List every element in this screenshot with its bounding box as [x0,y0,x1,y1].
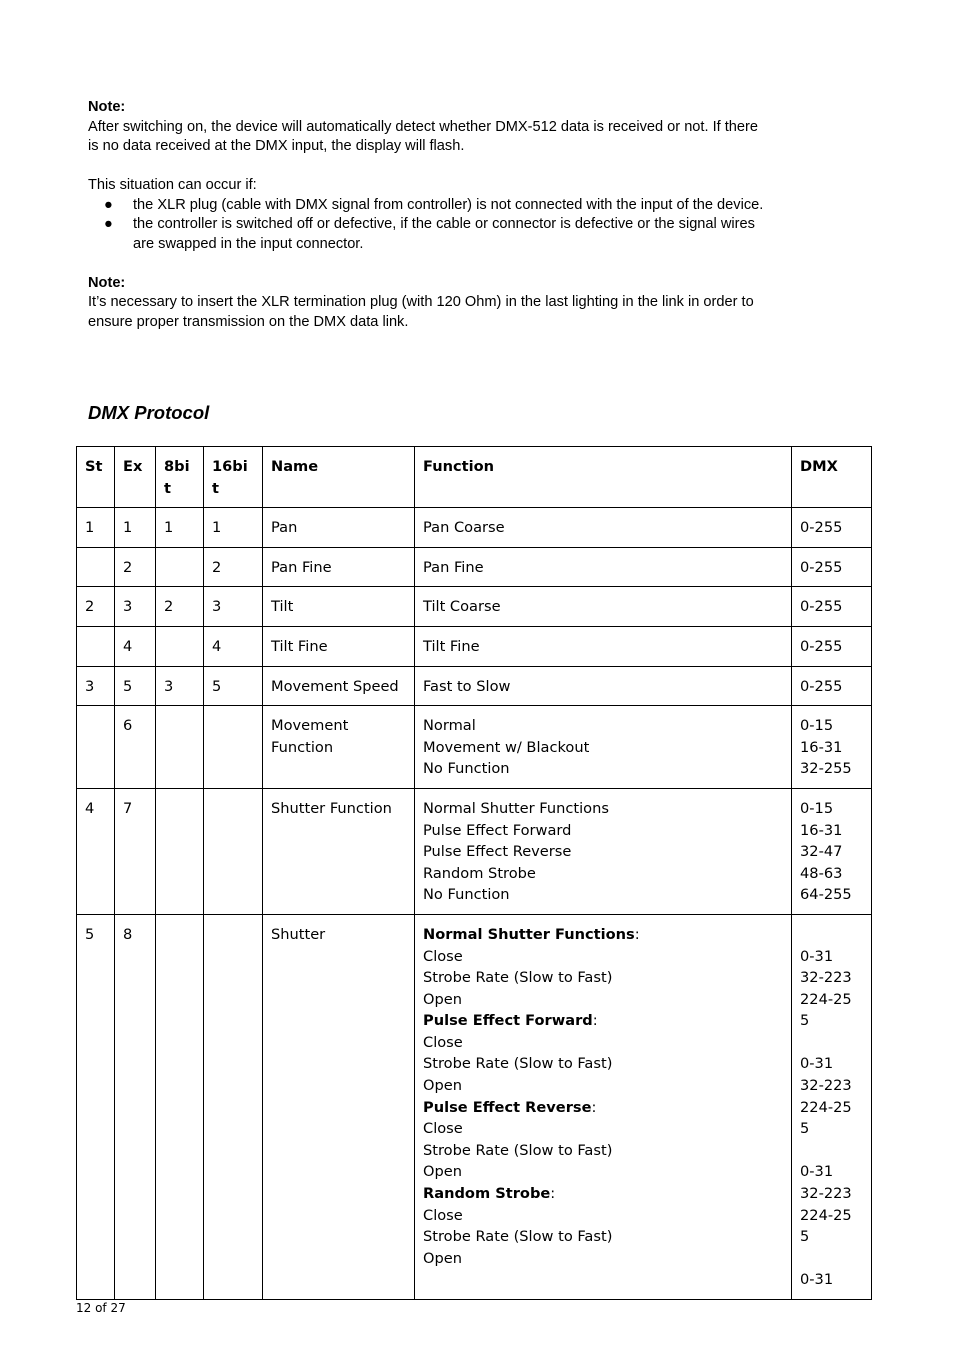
table-cell: 3 [77,666,115,706]
table-cell: Tilt [263,587,415,627]
table-cell: 5 [204,666,263,706]
function-item: Close [423,1120,463,1138]
table-cell: Normal Movement w/ Blackout No Function [415,706,792,789]
dmx-value [800,1248,863,1270]
table-cell [156,914,204,1299]
table-cell: 4 [77,788,115,914]
table-cell: 3 [156,666,204,706]
table-cell [77,706,115,789]
table-cell [156,547,204,587]
dmx-value: 5 [800,1120,810,1138]
table-cell: 3 [115,587,156,627]
dmx-value: 32-223 [800,1185,852,1203]
table-row [77,547,872,587]
function-item: Strobe Rate (Slow to Fast) [423,1228,613,1246]
column-header: DMX [792,447,872,508]
table-cell: 5 [115,666,156,706]
table-cell [204,788,263,914]
dmx-value: 0-31 [800,947,834,965]
table-cell: 6 [115,706,156,789]
dmx-value: 32-223 [800,1077,852,1095]
table-cell: Tilt Fine [263,626,415,666]
table-cell: Pan Fine [415,547,792,587]
function-item: Open [423,1163,462,1181]
table-cell: 4 [204,626,263,666]
column-header: Name [263,447,415,508]
table-cell: Fast to Slow [415,666,792,706]
function-item: Open [423,1249,462,1267]
function-item: Close [423,947,463,965]
table-cell: 2 [115,547,156,587]
table-row [77,666,872,706]
table-row [77,914,872,1299]
function-group-heading: Pulse Effect Forward: [423,1012,598,1030]
dmx-value: 32-223 [800,969,852,987]
table-cell: 4 [115,626,156,666]
dmx-value [800,1140,863,1162]
table-cell: 1 [77,508,115,548]
table-cell [77,547,115,587]
table-row [77,508,872,548]
note-title: Note: [88,274,126,291]
table-row [77,587,872,627]
function-item: Open [423,990,462,1008]
table-row [77,706,872,789]
table-cell [77,626,115,666]
dmx-value [800,1032,863,1054]
function-item: Strobe Rate (Slow to Fast) [423,969,613,987]
notes-section [88,98,818,332]
dmx-value: 0-31 [800,1271,834,1289]
function-group-heading: Normal Shutter Functions: [423,925,640,943]
function-item: Strobe Rate (Slow to Fast) [423,1141,613,1159]
note-text-line: ensure proper transmission on the DMX data link. [88,313,409,330]
note-text-line: It’s necessary to insert the XLR termination plug (with 120 Ohm) in the last lighting in the link in order to [88,294,754,310]
table-cell: Tilt Fine [415,626,792,666]
function-group-heading: Pulse Effect Reverse: [423,1098,597,1116]
table-cell: Pan [263,508,415,548]
table-cell: 0-255 [792,587,872,627]
table-cell [792,914,872,1299]
table-cell: Movement Speed [263,666,415,706]
dmx-value: 224-25 [800,1206,852,1224]
table-cell: Pan Coarse [415,508,792,548]
list-item: ● the XLR plug (cable with DMX signal from controller) is not connected with the input of the device. [88,196,818,216]
table-cell: 1 [204,508,263,548]
table-cell [415,914,792,1299]
function-group-heading: Random Strobe: [423,1185,556,1203]
note-text-line: is no data received at the DMX input, the display will flash. [88,138,465,154]
situation-list [88,196,818,255]
function-item: Close [423,1206,463,1224]
table-cell [204,706,263,789]
dmx-value: 0-31 [800,1055,834,1073]
column-header: 8bit [156,447,204,508]
dmx-value: 224-25 [800,1098,852,1116]
dmx-value: 0-31 [800,1163,834,1181]
table-cell: 2 [77,587,115,627]
column-header: 16bit [204,447,263,508]
function-item: Close [423,1033,463,1051]
dmx-protocol-table [76,446,872,1300]
table-cell: 8 [115,914,156,1299]
table-cell [156,788,204,914]
function-item: Open [423,1077,462,1095]
table-cell: Movement Function [263,706,415,789]
table-cell [156,706,204,789]
table-cell: 7 [115,788,156,914]
table-cell: Tilt Coarse [415,587,792,627]
table-cell [156,626,204,666]
bullet-icon: ● [104,216,113,232]
table-cell: 0-255 [792,508,872,548]
table-cell: Shutter [263,914,415,1299]
table-cell: 3 [204,587,263,627]
section-title: DMX Protocol [88,402,210,423]
function-item: Strobe Rate (Slow to Fast) [423,1055,613,1073]
table-cell: Normal Shutter Functions Pulse Effect Forward Pulse Effect Reverse Random Strobe No Function [415,788,792,914]
situation-intro: This situation can occur if: [88,177,257,193]
table-cell: Pan Fine [263,547,415,587]
dmx-value: 5 [800,1228,810,1246]
table-row [77,788,872,914]
table-cell: 1 [115,508,156,548]
table-cell: 0-255 [792,626,872,666]
note-text-line: After switching on, the device will automatically detect whether DMX-512 data is received or not. If there [88,118,759,135]
bullet-icon: ● [104,196,113,213]
table-cell: 0-255 [792,666,872,706]
table-row [77,626,872,666]
table-cell: Shutter Function [263,788,415,914]
table-cell: 2 [156,587,204,627]
dmx-value: 224-25 [800,990,852,1008]
dmx-value: 5 [800,1012,810,1030]
dmx-value [800,924,863,946]
table-cell: 0-255 [792,547,872,587]
column-header: Function [415,447,792,508]
note-title: Note: [88,99,126,115]
column-header: St [77,447,115,508]
list-item: ● the controller is switched off or defective, if the cable or connector is defective or the signal wires are swapped in the input connector. [104,216,755,252]
table-cell: 1 [156,508,204,548]
column-header: Ex [115,447,156,508]
table-cell: 0-15 16-31 32-47 48-63 64-255 [792,788,872,914]
table-header-row [77,447,872,508]
table-cell [204,914,263,1299]
table-cell: 5 [77,914,115,1299]
table-cell: 2 [204,547,263,587]
table-cell: 0-15 16-31 32-255 [792,706,872,789]
page-number: 12 of 27 [76,1301,126,1315]
